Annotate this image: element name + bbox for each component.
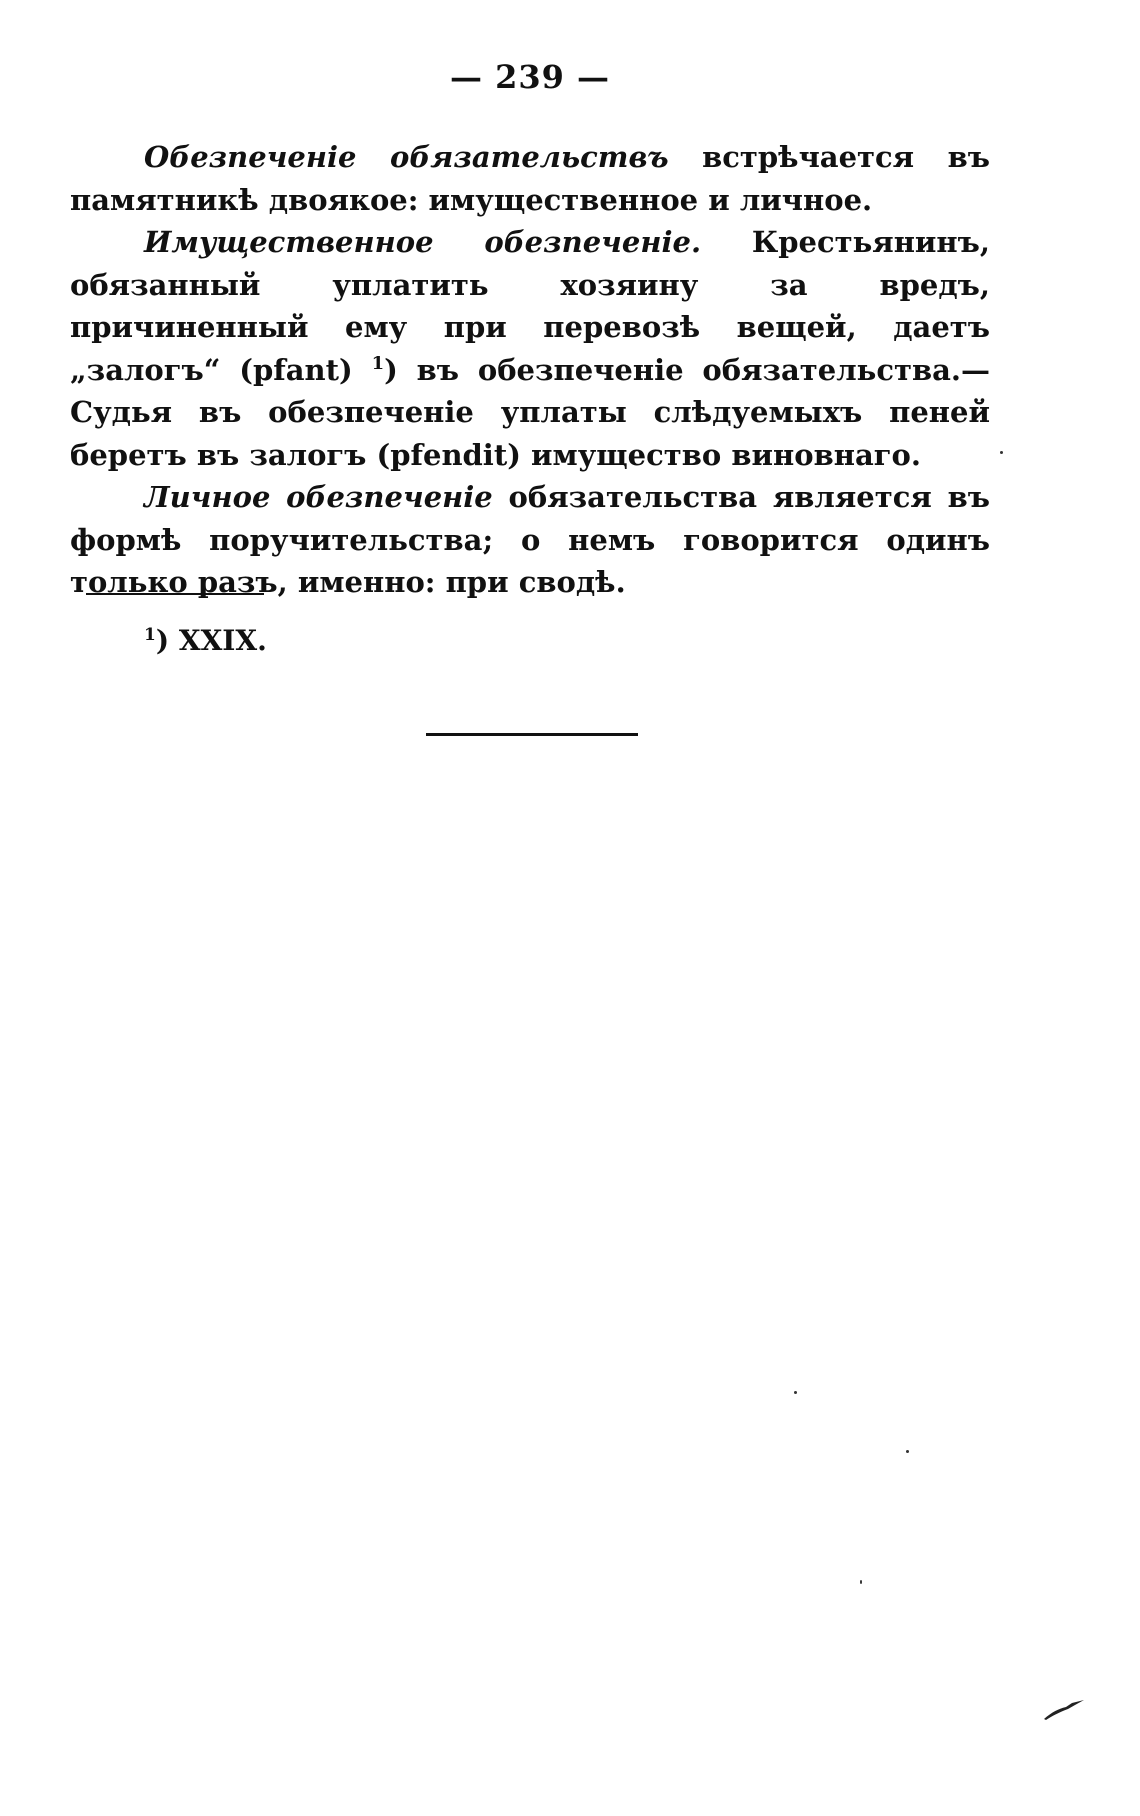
footnote-text: ) XXIX. (155, 624, 267, 657)
end-of-text-rule (426, 733, 638, 736)
paragraph-heading: Обезпеченіе обязательствъ (144, 140, 669, 174)
main-text (70, 136, 990, 604)
paragraph-text: встрѣчается въ памятникѣ двоякое: имущественное и личное. (70, 140, 990, 217)
scan-speck (794, 1391, 797, 1394)
footnote-number: 1 (144, 625, 156, 645)
scan-speck (860, 1580, 862, 1584)
scan-speck (1000, 451, 1003, 454)
paragraph (70, 221, 990, 476)
footnote-reference: 1 (371, 352, 385, 374)
footnote (144, 624, 267, 657)
page-number: — 239 — (449, 58, 611, 96)
ink-mark-icon (1042, 1696, 1086, 1722)
paragraph-heading: Личное обезпеченіе (144, 480, 493, 514)
paragraph (70, 476, 990, 604)
paragraph-text: ) въ обезпеченіе обязательства.—Судья въ обезпеченіе уплаты слѣдуемыхъ пеней беретъ въ залогъ (pfendit) имущество виновнаго. (70, 352, 991, 472)
paragraph (70, 136, 990, 221)
paragraph-text: обязательства является въ формѣ поручительства; о немъ говорится одинъ только разъ, именно: при сводѣ. (70, 480, 990, 599)
paragraph-text: Крестьянинъ, обязанный уплатить хозяину за вредъ, причиненный ему при перевозѣ вещей, даетъ „залогъ“ (pfant) (70, 225, 990, 387)
paragraph-heading: Имущественное обезпеченіе. (144, 225, 702, 259)
footnote-separator (86, 593, 264, 595)
scan-speck (906, 1450, 909, 1453)
